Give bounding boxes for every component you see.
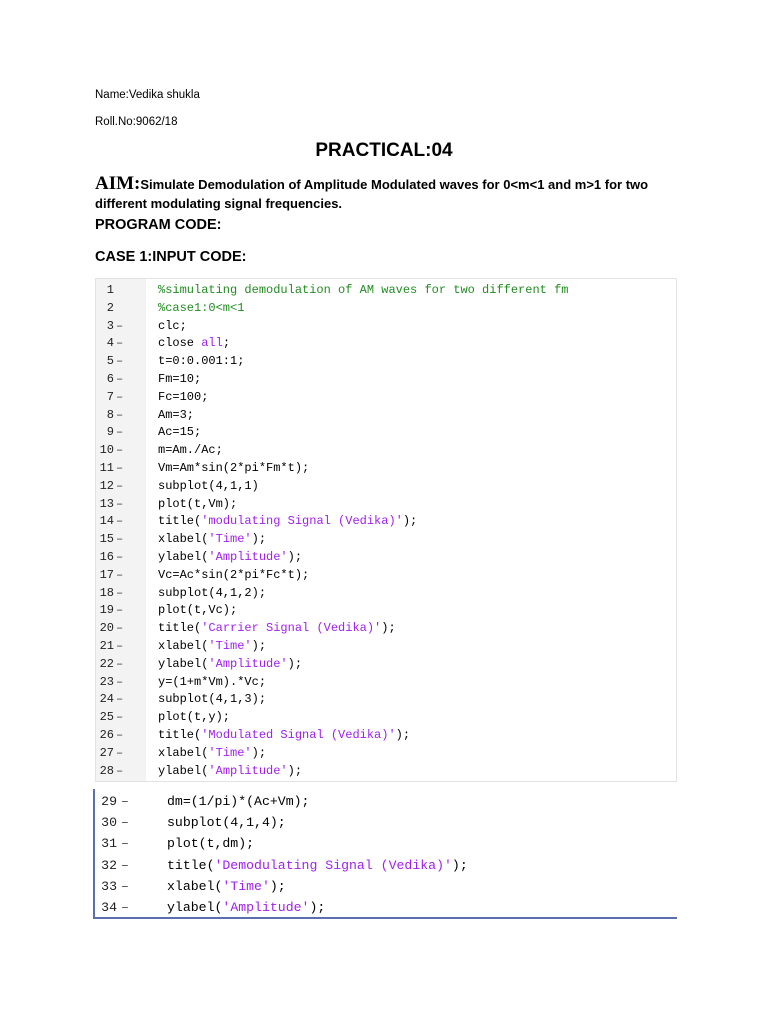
code-text (158, 512, 417, 530)
code-token: ylabel( (158, 763, 209, 778)
executable-line-marker: – (116, 567, 124, 582)
line-number: 21 (99, 639, 114, 653)
code-token: y=(1+m*Vm).*Vc; (158, 674, 267, 689)
executable-line-marker: – (116, 728, 124, 742)
code-token: close (158, 336, 202, 351)
code-line (95, 791, 677, 812)
executable-line-marker: – (116, 550, 124, 564)
code-text (167, 812, 286, 833)
code-line (96, 584, 676, 602)
executable-line-marker: – (116, 514, 124, 529)
code-token: subplot(4,1,2); (158, 585, 267, 600)
line-number: 16 (99, 550, 114, 564)
executable-line-marker: – (116, 443, 124, 458)
code-text (167, 876, 286, 897)
code-token: ); (395, 728, 411, 742)
line-number: 12 (99, 478, 114, 493)
line-number: 8 (106, 407, 114, 422)
executable-line-marker: – (116, 372, 124, 386)
code-text (158, 762, 302, 780)
line-number: 15 (99, 532, 114, 547)
code-token: Ac=15; (158, 425, 202, 440)
line-number: 20 (99, 621, 114, 636)
line-number: 13 (99, 496, 114, 511)
code-line (96, 566, 676, 584)
code-line (95, 833, 677, 854)
code-line (96, 512, 676, 530)
code-line (96, 495, 676, 513)
code-text (158, 459, 309, 477)
executable-line-marker: – (116, 763, 124, 778)
code-text (158, 637, 266, 655)
code-token: title( (158, 621, 202, 636)
code-text (158, 619, 396, 637)
line-number: 27 (99, 745, 114, 760)
code-line (96, 673, 676, 691)
code-token: title( (158, 728, 202, 742)
code-text (158, 441, 223, 459)
code-text (158, 566, 309, 584)
code-line (96, 352, 676, 370)
line-number: 19 (99, 603, 114, 618)
code-text (158, 317, 187, 335)
executable-line-marker: – (121, 900, 129, 915)
code-text (158, 477, 259, 495)
executable-line-marker: – (116, 621, 124, 636)
code-text (158, 388, 208, 406)
code-line (95, 855, 677, 876)
code-token: ); (251, 639, 267, 653)
line-number: 23 (99, 674, 114, 689)
code-line (96, 441, 676, 459)
executable-line-marker: – (116, 745, 124, 760)
code-string: 'Amplitude' (208, 550, 288, 564)
code-token: dm=(1/pi)*(Ac+Vm); (167, 794, 310, 809)
line-number: 7 (106, 389, 114, 404)
code-token: ); (287, 550, 303, 564)
code-editor-screenshot-2 (93, 789, 677, 919)
code-text (158, 281, 568, 299)
line-number: 31 (101, 836, 117, 852)
roll-number: Roll.No:9062/18 (95, 116, 178, 128)
code-token: ; (222, 336, 231, 351)
code-string: 'Modulated Signal (Vedika)' (201, 728, 396, 742)
line-number: 22 (99, 656, 114, 671)
code-string: 'Amplitude' (208, 763, 288, 778)
code-text (158, 423, 201, 441)
code-token: plot(t,y); (158, 710, 231, 725)
code-string: 'Time' (208, 745, 252, 760)
code-string: all (201, 336, 223, 351)
executable-line-marker: – (116, 674, 124, 689)
code-text (167, 833, 254, 854)
practical-title: PRACTICAL:04 (315, 140, 453, 161)
code-text (158, 530, 266, 548)
line-number: 29 (101, 794, 117, 809)
line-number: 33 (101, 878, 117, 894)
code-text (158, 406, 194, 424)
code-line (96, 388, 676, 406)
code-text (158, 334, 230, 352)
code-text (167, 897, 325, 918)
line-number: 1 (106, 283, 114, 297)
code-line (96, 477, 676, 495)
executable-line-marker: – (116, 496, 124, 511)
code-token: xlabel( (158, 745, 209, 760)
code-token: ); (287, 656, 303, 671)
code-line (96, 530, 676, 548)
code-line (95, 812, 677, 833)
executable-line-marker: – (121, 815, 129, 831)
code-token: clc; (158, 318, 187, 333)
executable-line-marker: – (121, 878, 129, 894)
executable-line-marker: – (116, 425, 124, 440)
line-number: 3 (106, 318, 114, 333)
code-string: 'Time' (208, 532, 252, 547)
code-string: 'modulating Signal (Vedika)' (201, 514, 403, 529)
executable-line-marker: – (121, 794, 129, 809)
code-text (158, 299, 244, 317)
aim-text: Simulate Demodulation of Amplitude Modulated waves for 0<m<1 and m>1 for two different modulating signal frequencies. (95, 177, 649, 211)
aim-label: AIM: (95, 173, 141, 194)
line-number: 14 (99, 514, 114, 529)
executable-line-marker: – (116, 710, 124, 725)
code-comment: %simulating demodulation of AM waves for two different fm (158, 283, 569, 297)
code-token: ); (309, 900, 326, 915)
code-line (96, 459, 676, 477)
code-line (96, 334, 676, 352)
code-token: ylabel( (158, 656, 209, 671)
code-token: xlabel( (158, 639, 209, 653)
code-text (158, 708, 230, 726)
code-text (158, 584, 266, 602)
code-token: subplot(4,1,3); (158, 692, 267, 707)
code-string: 'Demodulating Signal (Vedika)' (214, 857, 452, 873)
code-editor-screenshot-1 (95, 278, 677, 782)
code-line (96, 317, 676, 335)
code-token: t=0:0.001:1; (158, 354, 245, 369)
code-text (158, 726, 410, 744)
code-token: Vc=Ac*sin(2*pi*Fc*t); (158, 567, 310, 582)
code-line (96, 619, 676, 637)
code-text (167, 855, 468, 876)
code-token: ylabel( (167, 900, 223, 915)
line-number: 4 (106, 336, 114, 351)
line-number: 28 (99, 763, 114, 778)
code-line (96, 370, 676, 388)
code-token: ); (287, 763, 303, 778)
code-string: 'Amplitude' (222, 900, 310, 915)
code-comment: %case1:0<m<1 (158, 300, 245, 315)
code-token: Vm=Am*sin(2*pi*Fm*t); (158, 461, 310, 475)
line-number: 6 (106, 372, 114, 386)
code-text (158, 690, 266, 708)
code-line (95, 876, 677, 897)
code-line (96, 655, 676, 673)
code-token: ); (402, 514, 418, 529)
code-text (158, 495, 237, 513)
executable-line-marker: – (116, 354, 124, 369)
code-token: Am=3; (158, 407, 195, 422)
executable-line-marker: – (116, 461, 124, 475)
executable-line-marker: – (116, 692, 124, 707)
code-line (96, 708, 676, 726)
executable-line-marker: – (116, 318, 124, 333)
line-number: 34 (101, 900, 117, 915)
code-token: plot(t,Vm); (158, 496, 238, 511)
code-token: xlabel( (158, 532, 209, 547)
executable-line-marker: – (116, 639, 124, 653)
code-token: ); (251, 532, 267, 547)
code-text (158, 655, 302, 673)
code-line (96, 406, 676, 424)
executable-line-marker: – (116, 532, 124, 547)
line-number: 26 (99, 728, 114, 742)
executable-line-marker: – (116, 389, 124, 404)
code-token: title( (158, 514, 202, 529)
code-token: xlabel( (167, 878, 223, 894)
line-number: 10 (99, 443, 114, 458)
line-number: 9 (106, 425, 114, 440)
code-string: 'Time' (208, 639, 252, 653)
code-text (158, 744, 266, 762)
code-line (96, 548, 676, 566)
program-code-heading: PROGRAM CODE: (95, 217, 222, 233)
code-token: Fm=10; (158, 372, 202, 386)
code-string: 'Time' (222, 878, 270, 894)
code-text (158, 673, 266, 691)
aim-paragraph (95, 174, 665, 213)
code-line (96, 762, 676, 780)
code-token: Fc=100; (158, 389, 209, 404)
code-token: subplot(4,1,4); (167, 815, 286, 831)
code-line (96, 726, 676, 744)
code-token: ); (381, 621, 396, 636)
code-text (158, 352, 244, 370)
line-number: 2 (106, 300, 114, 315)
line-number: 25 (99, 710, 114, 725)
code-line (96, 281, 676, 299)
case-1-heading: CASE 1:INPUT CODE: (95, 249, 247, 265)
code-token: plot(t,Vc); (158, 603, 238, 618)
executable-line-marker: – (116, 478, 124, 493)
code-token: title( (167, 857, 215, 873)
code-line (96, 637, 676, 655)
line-number: 18 (99, 585, 114, 600)
code-text (158, 370, 201, 388)
student-name: Name:Vedika shukla (95, 89, 200, 101)
line-number: 30 (101, 815, 117, 831)
code-text (158, 601, 237, 619)
code-line (95, 897, 677, 918)
executable-line-marker: – (116, 407, 124, 422)
code-token: ylabel( (158, 550, 209, 564)
executable-line-marker: – (116, 585, 124, 600)
code-line (96, 744, 676, 762)
executable-line-marker: – (116, 336, 124, 351)
code-token: subplot(4,1,1) (158, 478, 259, 493)
line-number: 5 (106, 354, 114, 369)
executable-line-marker: – (116, 656, 124, 671)
executable-line-marker: – (121, 836, 129, 852)
code-string: 'Amplitude' (208, 656, 288, 671)
executable-line-marker: – (121, 857, 129, 873)
code-string: 'Carrier Signal (Vedika)' (201, 621, 382, 636)
code-token: ); (251, 745, 267, 760)
line-number: 24 (99, 692, 114, 707)
code-line (96, 299, 676, 317)
line-number: 32 (101, 857, 117, 873)
code-token: ); (269, 878, 286, 894)
executable-line-marker: – (116, 603, 124, 618)
line-number: 11 (99, 461, 114, 475)
code-line (96, 601, 676, 619)
code-token: plot(t,dm); (167, 836, 255, 852)
code-text (158, 548, 302, 566)
code-line (96, 423, 676, 441)
code-line (96, 690, 676, 708)
code-token: ); (451, 857, 468, 873)
line-number: 17 (99, 567, 114, 582)
code-text (167, 791, 309, 812)
code-token: m=Am./Ac; (158, 443, 223, 458)
